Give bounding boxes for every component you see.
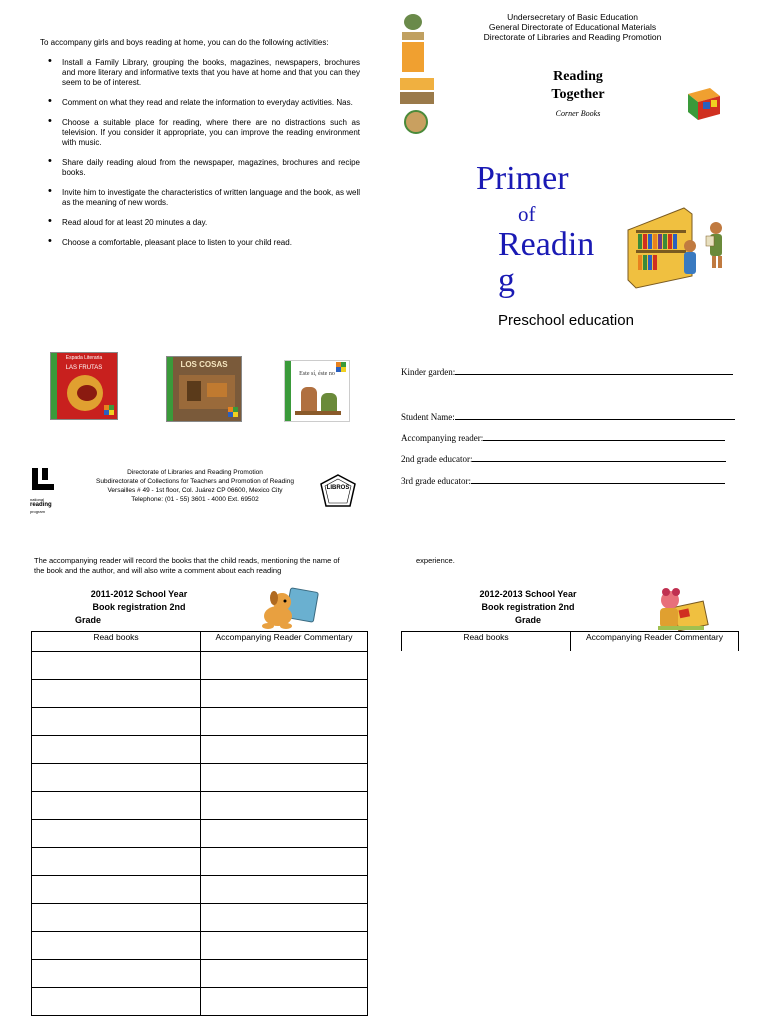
third-grade-educator-field[interactable] [401, 474, 725, 486]
primer-title-line-2: of [518, 202, 536, 226]
book-cover-las-frutas [50, 352, 118, 420]
field-label: 2nd grade educator: [401, 454, 473, 464]
table-illustration [295, 411, 341, 415]
table-row[interactable] [32, 960, 368, 988]
student-name-field[interactable] [401, 410, 735, 422]
comment-cell[interactable] [201, 820, 368, 848]
comment-cell[interactable] [201, 988, 368, 1016]
reading-note: The accompanying reader will record the books that the child reads, mentioning the name of the book and the author, and will also write a comment about each reading [34, 556, 340, 575]
book-cover-los-cosas [166, 356, 242, 422]
heading-line: Grade [75, 615, 102, 625]
book-cell[interactable] [32, 876, 201, 904]
cover-top-text: Espada Literaria [65, 355, 103, 361]
alphabet-block-icon [684, 82, 724, 122]
national-reading-program-logo [30, 468, 64, 514]
table-header-row [402, 632, 739, 652]
green-emblem-icon [404, 110, 428, 134]
heading-line: Grade [514, 615, 541, 625]
heading-line: 2012-2013 School Year [479, 589, 577, 599]
field-line[interactable] [455, 365, 733, 375]
program-logo-icon [30, 468, 56, 492]
column-header: Accompanying Reader Commentary [201, 632, 368, 652]
heading-line: 2011-2012 School Year [90, 589, 188, 599]
primer-title-line-1: Primer [476, 160, 569, 197]
libros-seal-text: LIBROS [326, 485, 350, 491]
book-cell[interactable] [32, 792, 201, 820]
brown-strip-icon [400, 92, 434, 104]
book-cell[interactable] [32, 764, 201, 792]
national-emblem-icon [404, 14, 422, 30]
table-row[interactable] [32, 932, 368, 960]
book-cell[interactable] [32, 960, 201, 988]
comment-cell[interactable] [201, 708, 368, 736]
comment-cell[interactable] [201, 736, 368, 764]
book-cover-este-si [284, 360, 350, 422]
comment-cell[interactable] [201, 652, 368, 680]
field-line[interactable] [472, 452, 726, 462]
activity-item: • Read aloud for at least 20 minutes a day. [38, 218, 360, 228]
corner-cube-icon [228, 407, 238, 417]
book-registration-table-2011 [31, 631, 368, 1016]
field-line[interactable] [455, 410, 735, 420]
comment-cell[interactable] [201, 764, 368, 792]
institution-line: Undersecretary of Basic Education [507, 12, 638, 22]
table-row[interactable] [32, 680, 368, 708]
library-illustration [626, 200, 734, 290]
table-row[interactable] [32, 764, 368, 792]
corner-cube-icon [104, 405, 114, 415]
address-line: Directorate of Libraries and Reading Promotion [127, 469, 263, 476]
second-grade-educator-field[interactable] [401, 452, 726, 464]
intro-text: To accompany girls and boys reading at home, you can do the following activities: [40, 38, 329, 47]
reading-together-title [540, 68, 616, 104]
primer-title-line-4: g [498, 262, 515, 299]
libros-seal [320, 474, 356, 508]
cover-title: LAS FRUTAS [65, 365, 103, 371]
corner-books-label: Corner Books [555, 109, 601, 118]
field-line[interactable] [471, 474, 725, 484]
book-cell[interactable] [32, 848, 201, 876]
activity-item: • Choose a comfortable, pleasant place to listen to your child read. [38, 238, 360, 248]
field-label: Student Name: [401, 412, 455, 422]
table-row[interactable] [32, 988, 368, 1016]
corner-cube-icon [336, 362, 346, 372]
table-row[interactable] [32, 876, 368, 904]
book-cell[interactable] [32, 680, 201, 708]
field-label: Kinder garden: [401, 367, 456, 377]
libros-seal-icon [320, 474, 356, 508]
logo-text-reading: reading [30, 502, 52, 508]
registration-heading-2012 [443, 588, 613, 627]
table-row[interactable] [32, 708, 368, 736]
book-cell[interactable] [32, 736, 201, 764]
title-line: Together [551, 87, 605, 102]
orange-badge-icon [402, 42, 424, 72]
dog-reading-illustration [258, 586, 322, 632]
table-row[interactable] [32, 736, 368, 764]
book-registration-table-2012 [401, 631, 739, 651]
activity-item: • Share daily reading aloud from the newspaper, magazines, brochures and recipe books. [38, 158, 360, 178]
column-header: Accompanying Reader Commentary [571, 632, 739, 652]
activity-item: • Invite him to investigate the characteristics of written language and the book, as well as the meaning of new words. [38, 188, 360, 208]
book-cell[interactable] [32, 820, 201, 848]
cover-illustration [207, 383, 227, 397]
cover-illustration [187, 381, 201, 401]
comment-cell[interactable] [201, 792, 368, 820]
address-line: Versailles # 49 - 1st floor, Col. Juárez CP 06600, Mexico City [107, 487, 283, 494]
address-line: Subdirectorate of Collections for Teachers and Promotion of Reading [96, 478, 294, 485]
activity-item: • Comment on what they read and relate the information to everyday activities. Nas. [38, 98, 360, 108]
title-line: Reading [553, 69, 603, 84]
book-cell[interactable] [32, 904, 201, 932]
book-cell[interactable] [32, 708, 201, 736]
comment-cell[interactable] [201, 932, 368, 960]
book-cell[interactable] [32, 988, 201, 1016]
table-row[interactable] [32, 820, 368, 848]
cover-title: LOS COSAS [180, 360, 228, 369]
comment-cell[interactable] [201, 876, 368, 904]
heading-line: Book registration 2nd [481, 602, 575, 612]
cover-title: Este sí, éste no [299, 371, 335, 377]
field-label: 3rd grade educator: [401, 476, 471, 486]
registration-heading-2011 [54, 588, 224, 627]
fruit-illustration [77, 385, 97, 401]
institution-line: General Directorate of Educational Materials [488, 22, 657, 32]
orange-strip-icon [400, 78, 434, 90]
institution-line: Directorate of Libraries and Reading Promotion [483, 32, 662, 42]
heading-line: Book registration 2nd [92, 602, 186, 612]
table-row[interactable] [32, 848, 368, 876]
logo-text-program: program [30, 509, 45, 514]
kinder-garden-field[interactable] [401, 365, 733, 377]
sep-logo-icon [402, 32, 424, 40]
activity-list [38, 58, 360, 258]
table-row[interactable] [32, 652, 368, 680]
child-reading-illustration [656, 586, 712, 634]
activity-item: • Choose a suitable place for reading, where there are no distractions such as television. If you consider it appropriate, you can improve the reading environment with music. [38, 118, 360, 148]
book-cell[interactable] [32, 652, 201, 680]
column-header: Read books [402, 632, 571, 652]
logo-text-national: national [30, 497, 45, 502]
comment-cell[interactable] [201, 904, 368, 932]
table-row[interactable] [32, 792, 368, 820]
comment-cell[interactable] [201, 680, 368, 708]
preschool-subtitle: Preschool education [498, 312, 634, 329]
primer-title-line-3: Readin [498, 226, 595, 263]
table-row[interactable] [32, 904, 368, 932]
address-block [90, 468, 300, 504]
book-cell[interactable] [32, 932, 201, 960]
table-header-row [32, 632, 368, 652]
government-logos [400, 12, 428, 130]
activity-item: • Install a Family Library, grouping the books, magazines, newspapers, brochures and more literary and informative texts that you have at home and that you can they seem to be of interest. [38, 58, 360, 88]
comment-cell[interactable] [201, 960, 368, 988]
field-line[interactable] [483, 431, 725, 441]
child-illustration [321, 393, 337, 413]
child-illustration [301, 387, 317, 413]
comment-cell[interactable] [201, 848, 368, 876]
address-line: Telephone: (01 - 55) 3601 - 4000 Ext. 69502 [131, 496, 259, 503]
column-header: Read books [32, 632, 201, 652]
reading-note-continued: experience. [416, 556, 455, 565]
field-label: Accompanying reader: [401, 433, 484, 443]
institution-header [470, 12, 675, 42]
accompanying-reader-field[interactable] [401, 431, 725, 443]
